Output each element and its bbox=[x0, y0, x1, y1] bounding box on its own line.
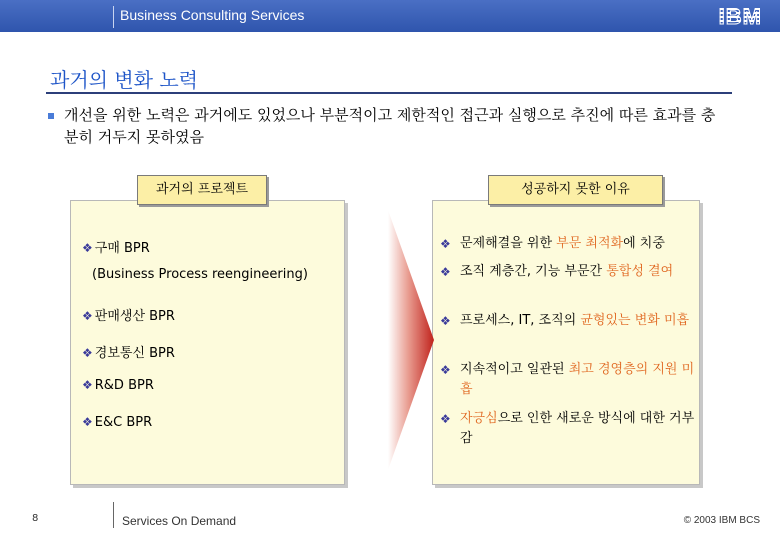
header-bar bbox=[0, 0, 780, 32]
title-underline bbox=[46, 92, 732, 94]
footer-divider bbox=[113, 502, 114, 528]
diamond-bullet-icon: ❖ bbox=[440, 237, 451, 251]
page-title: 과거의 변화 노력 bbox=[50, 68, 198, 92]
failure-reasons-label: 성공하지 못한 이유 bbox=[488, 175, 663, 205]
diamond-bullet-icon: ❖ bbox=[82, 309, 93, 323]
diamond-bullet-icon: ❖ bbox=[82, 415, 93, 429]
reason-item: ❖ 조직 계층간, 기능 부문간 통합성 결여 bbox=[440, 262, 695, 282]
reason-item: ❖ 프로세스, IT, 조직의 균형있는 변화 미흡 bbox=[440, 311, 695, 331]
footer-tagline: Services On Demand bbox=[122, 514, 237, 528]
diamond-bullet-icon: ❖ bbox=[82, 378, 93, 392]
right-arrow-icon bbox=[388, 210, 434, 470]
diamond-bullet-icon: ❖ bbox=[440, 314, 451, 328]
company-name: Business Consulting Services bbox=[120, 7, 305, 23]
list-item: ❖ 구매 BPR bbox=[82, 241, 150, 256]
list-item-subtext: (Business Process reengineering) bbox=[92, 267, 308, 282]
diamond-bullet-icon: ❖ bbox=[440, 412, 451, 426]
diamond-bullet-icon: ❖ bbox=[82, 241, 93, 255]
list-item: ❖ R&D BPR bbox=[82, 378, 154, 393]
diamond-bullet-icon: ❖ bbox=[82, 346, 93, 360]
reason-item: ❖ 자긍심으로 인한 새로운 방식에 대한 거부감 bbox=[440, 411, 695, 446]
reason-item: ❖ 지속적이고 일관된 최고 경영층의 지원 미흡 bbox=[440, 362, 695, 397]
intro-text: 개선을 위한 노력은 과거에도 있었으나 부분적이고 제한적인 접근과 실행으로 추진에 따른 효과를 충분히 거두지 못하였음 bbox=[64, 106, 716, 146]
diamond-bullet-icon: ❖ bbox=[440, 265, 451, 279]
list-item: ❖ 판매생산 BPR bbox=[82, 309, 175, 324]
ibm-logo: IBM bbox=[718, 4, 762, 29]
copyright-text: © 2003 IBM BCS bbox=[683, 515, 760, 526]
list-item: ❖ E&C BPR bbox=[82, 415, 153, 430]
page-number: 8 bbox=[32, 513, 39, 524]
header-divider bbox=[113, 6, 114, 28]
past-projects-label: 과거의 프로젝트 bbox=[137, 175, 267, 205]
square-bullet-icon bbox=[48, 113, 54, 119]
reason-item: ❖ 문제해결을 위한 부문 최적화에 치중 bbox=[440, 234, 695, 254]
list-item: ❖ 경보통신 BPR bbox=[82, 346, 175, 361]
diamond-bullet-icon: ❖ bbox=[440, 363, 451, 377]
